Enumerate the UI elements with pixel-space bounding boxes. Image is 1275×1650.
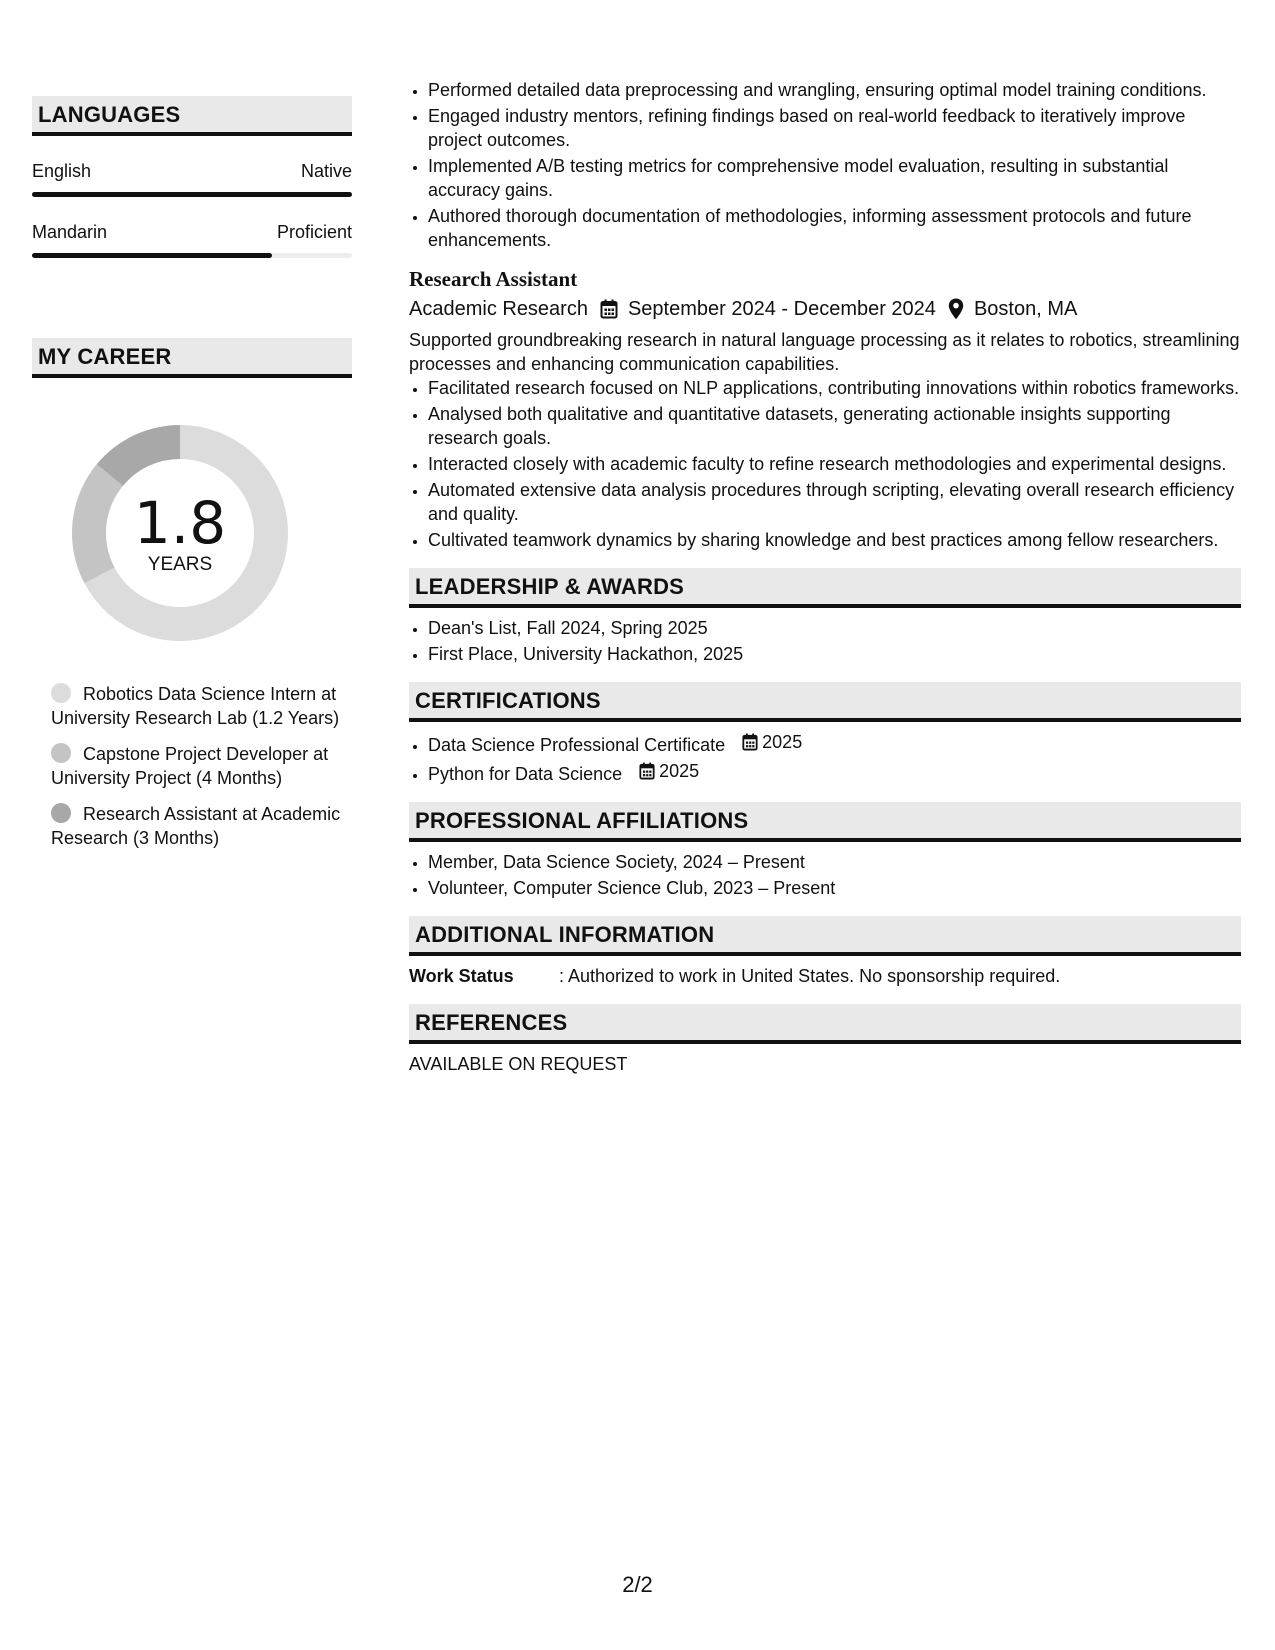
job-location: Boston, MA	[973, 298, 1078, 320]
certification-item	[428, 759, 1241, 786]
additional-info-section	[409, 916, 1241, 988]
certifications-section	[409, 682, 1241, 786]
page-number: 2/2	[622, 1572, 653, 1597]
references-header: REFERENCES	[409, 1004, 1241, 1044]
references-text: AVAILABLE ON REQUEST	[409, 1054, 628, 1074]
bullet-item: • Engaged industry mentors, refining findings based on real-world feedback to iteratively improve project outcomes.	[428, 104, 1241, 152]
job-title: Research Assistant	[409, 267, 578, 291]
language-english	[32, 160, 352, 197]
location-pin-icon	[948, 298, 964, 320]
references-section	[409, 1004, 1241, 1076]
bullet-item: • Authored thorough documentation of methodologies, informing assessment protocols and future enhancements.	[428, 204, 1241, 252]
bullet-item: • Analysed both qualitative and quantitative datasets, generating actionable insights supporting research goals.	[428, 402, 1241, 450]
bullet-item: • Interacted closely with academic faculty to refine research methodologies and experimental designs.	[428, 452, 1241, 476]
calendar-icon	[742, 733, 758, 751]
award-item: • First Place, University Hackathon, 2025	[428, 642, 1241, 666]
career-legend-item	[51, 682, 341, 730]
language-proficiency-fill	[32, 253, 272, 258]
job-company: Academic Research	[409, 298, 588, 320]
language-proficiency-bar	[32, 192, 352, 197]
language-proficiency-fill	[32, 192, 352, 197]
job-meta	[409, 296, 1241, 322]
bullet-item: • Implemented A/B testing metrics for comprehensive model evaluation, resulting in substantial accuracy gains.	[428, 154, 1241, 202]
work-status-value: : Authorized to work in United States. No sponsorship required.	[559, 966, 1061, 986]
legend-dot	[51, 683, 71, 703]
bullet-item: • Facilitated research focused on NLP applications, contributing innovations within robotics frameworks.	[428, 376, 1241, 400]
left-column	[32, 96, 352, 862]
right-column	[409, 78, 1241, 1076]
award-item: • Dean's List, Fall 2024, Spring 2025	[428, 616, 1241, 640]
job-bullets	[409, 376, 1241, 552]
legend-dot	[51, 743, 71, 763]
career-donut-chart	[65, 418, 295, 648]
language-proficiency-bar	[32, 253, 352, 258]
affiliations-header: PROFESSIONAL AFFILIATIONS	[409, 802, 1241, 842]
career-legend-item	[51, 742, 341, 790]
certifications-header: CERTIFICATIONS	[409, 682, 1241, 722]
language-level: Native	[300, 161, 352, 181]
certification-name: Data Science Professional Certificate	[428, 735, 726, 755]
certification-year: 2025	[762, 732, 803, 752]
calendar-icon	[639, 762, 655, 780]
language-name: English	[32, 161, 92, 181]
certification-item	[428, 730, 1241, 757]
language-level: Proficient	[276, 222, 352, 242]
languages-header: LANGUAGES	[32, 96, 352, 136]
career-legend-text: Robotics Data Science Intern at University Research Lab (1.2 Years)	[51, 684, 340, 728]
affiliation-item: • Member, Data Science Society, 2024 – Present	[428, 850, 1241, 874]
language-mandarin	[32, 221, 352, 258]
language-name: Mandarin	[32, 222, 108, 242]
career-legend	[51, 682, 341, 850]
career-legend-text: Capstone Project Developer at University Project (4 Months)	[51, 744, 329, 788]
job-summary: Supported groundbreaking research in natural language processing as it relates to robotics, streamlining processes and enhancing communication capabilities.	[409, 330, 1240, 374]
certification-year: 2025	[659, 761, 700, 781]
work-status-row	[409, 964, 1241, 988]
affiliation-item: • Volunteer, Computer Science Club, 2023 – Present	[428, 876, 1241, 900]
legend-dot	[51, 803, 71, 823]
career-header: MY CAREER	[32, 338, 352, 378]
job-dates: September 2024 - December 2024	[627, 298, 936, 320]
bullet-item: • Automated extensive data analysis procedures through scripting, elevating overall research efficiency and quality.	[428, 478, 1241, 526]
career-legend-text: Research Assistant at Academic Research (3 Months)	[51, 804, 341, 848]
additional-info-header: ADDITIONAL INFORMATION	[409, 916, 1241, 956]
bullet-item: • Cultivated teamwork dynamics by sharing knowledge and best practices among fellow researchers.	[428, 528, 1241, 552]
bullet-item: • Performed detailed data preprocessing and wrangling, ensuring optimal model training conditions.	[428, 78, 1241, 102]
career-total-value: 1.8	[133, 489, 227, 557]
career-total-unit: YEARS	[147, 554, 213, 575]
leadership-section	[409, 568, 1241, 666]
affiliations-section	[409, 802, 1241, 900]
calendar-icon	[600, 299, 618, 319]
leadership-header: LEADERSHIP & AWARDS	[409, 568, 1241, 608]
work-status-label: Work Status	[409, 966, 514, 986]
career-legend-item	[51, 802, 341, 850]
certification-name: Python for Data Science	[428, 764, 623, 784]
previous-job-bullets	[409, 78, 1241, 252]
